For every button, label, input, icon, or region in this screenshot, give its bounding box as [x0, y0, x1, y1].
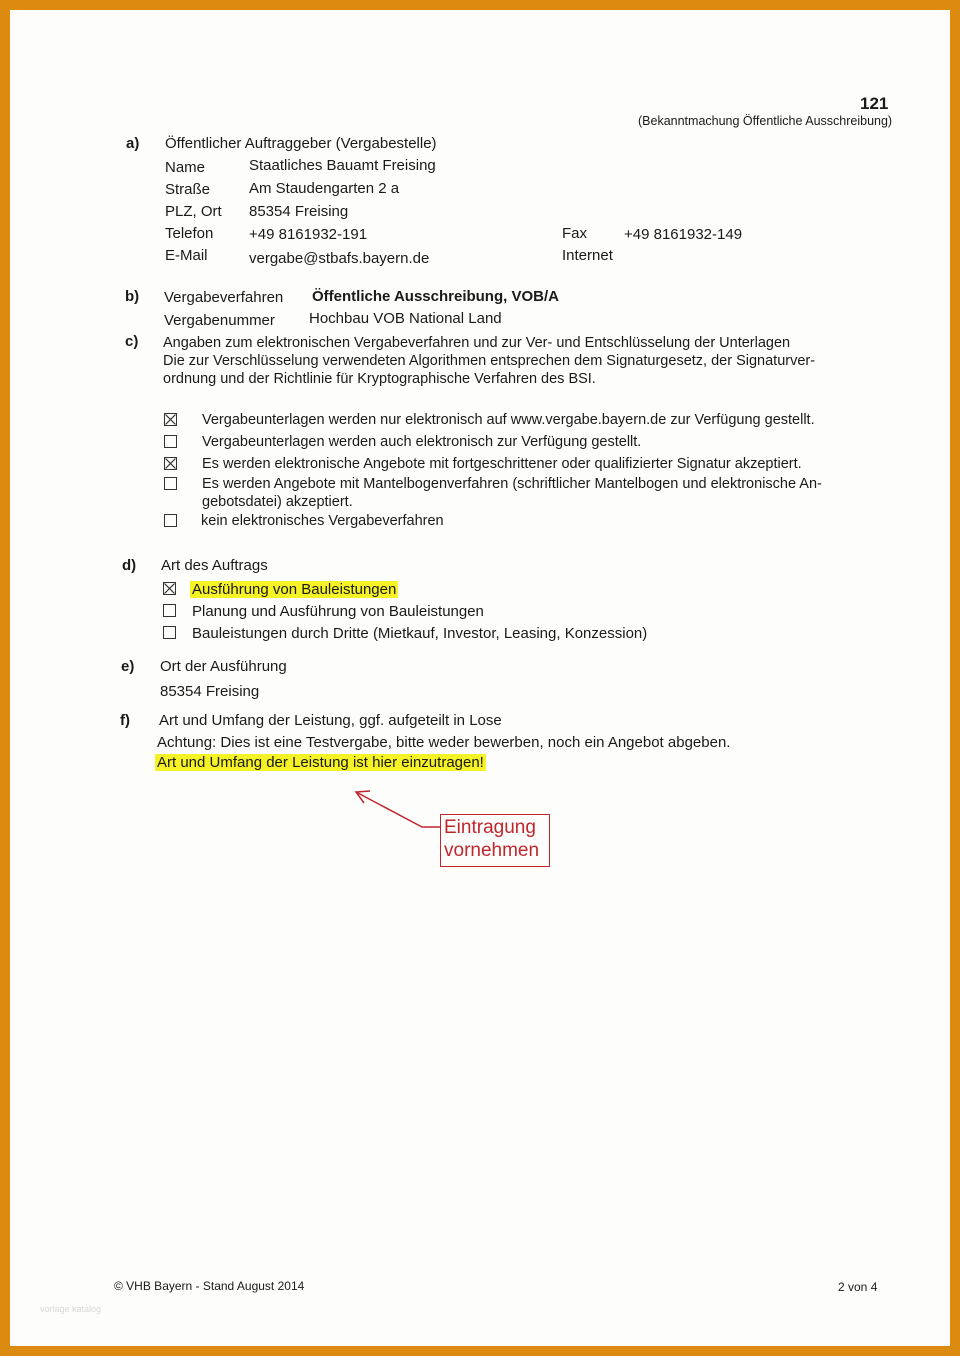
section-f-notice: Achtung: Dies ist eine Testvergabe, bitte weder bewerben, noch ein Angebot abgeben. — [157, 734, 731, 751]
number-label: Vergabenummer — [164, 312, 275, 329]
option-c-4-label: Es werden Angebote mit Mantelbogenverfahren (schriftlicher Mantelbogen und elektronische An- — [202, 476, 822, 492]
header-subtitle: (Bekanntmachung Öffentliche Ausschreibung) — [638, 114, 893, 128]
section-f-highlight — [155, 754, 486, 771]
option-c-3-label: Es werden elektronische Angebote mit fortgeschrittener oder qualifizierter Signatur akzeptiert. — [202, 456, 802, 472]
checkbox-c-1[interactable] — [164, 413, 177, 426]
highlight-marker: Art und Umfang der Leistung ist hier einzutragen! — [157, 754, 484, 771]
document-page — [10, 10, 950, 1346]
highlight-marker: Ausführung von Bauleistungen — [192, 581, 397, 598]
name-value: Staatliches Bauamt Freising — [249, 157, 436, 174]
page-number: 121 — [860, 94, 889, 113]
section-c-line-2: Die zur Verschlüsselung verwendeten Algorithmen entsprechen dem Signaturgesetz, der Signaturver- — [163, 353, 816, 369]
section-d-letter: d) — [122, 557, 137, 574]
option-d-1-label — [190, 581, 398, 598]
option-d-2-label: Planung und Ausführung von Bauleistungen — [192, 603, 484, 620]
option-c-4-label-cont: gebotsdatei) akzeptiert. — [202, 494, 353, 510]
check-cross-icon — [164, 583, 175, 594]
section-f-letter: f) — [120, 712, 130, 729]
phone-value: +49 8161932-191 — [249, 226, 368, 243]
callout-line-1: Eintragung — [444, 817, 536, 838]
section-c-letter: c) — [125, 333, 139, 350]
procedure-label: Vergabeverfahren — [164, 289, 284, 306]
section-b-letter: b) — [125, 288, 140, 305]
option-c-1-label: Vergabeunterlagen werden nur elektronisch auf www.vergabe.bayern.de zur Verfügung gestellt. — [202, 412, 815, 428]
email-value: vergabe@stbafs.bayern.de — [249, 250, 430, 267]
callout-arrow-icon — [350, 782, 445, 832]
section-a-heading: Öffentlicher Auftraggeber (Vergabestelle) — [165, 135, 437, 152]
section-d-heading: Art des Auftrags — [161, 557, 268, 574]
checkbox-d-2[interactable] — [163, 604, 176, 617]
fax-label: Fax — [562, 225, 588, 242]
checkbox-c-2[interactable] — [164, 435, 177, 448]
footer-left: © VHB Bayern - Stand August 2014 — [114, 1279, 305, 1293]
section-f-heading: Art und Umfang der Leistung, ggf. aufgeteilt in Lose — [159, 712, 502, 729]
checkbox-d-1[interactable] — [163, 582, 176, 595]
option-c-2-label: Vergabeunterlagen werden auch elektronisch zur Verfügung gestellt. — [202, 434, 642, 450]
check-cross-icon — [165, 414, 176, 425]
number-value: Hochbau VOB National Land — [309, 310, 502, 327]
check-cross-icon — [165, 458, 176, 469]
checkbox-c-5[interactable] — [164, 514, 177, 527]
watermark: vorlage katalog — [40, 1304, 102, 1314]
fax-value: +49 8161932-149 — [624, 226, 743, 243]
section-e-heading: Ort der Ausführung — [160, 658, 287, 675]
callout-box — [440, 814, 550, 867]
internet-label: Internet — [562, 247, 613, 264]
option-c-5-label: kein elektronisches Vergabeverfahren — [201, 513, 444, 529]
email-label: E-Mail — [165, 247, 208, 264]
street-label: Straße — [165, 181, 211, 198]
footer-right: 2 von 4 — [838, 1280, 878, 1294]
phone-label: Telefon — [165, 225, 214, 242]
name-label: Name — [165, 159, 206, 176]
checkbox-d-3[interactable] — [163, 626, 176, 639]
section-c-line-1: Angaben zum elektronischen Vergabeverfahren und zur Ver- und Entschlüsselung der Unterlagen — [163, 335, 791, 351]
city-value: 85354 Freising — [249, 203, 349, 220]
city-label: PLZ, Ort — [165, 203, 222, 220]
street-value: Am Staudengarten 2 a — [249, 180, 400, 197]
section-e-letter: e) — [121, 658, 135, 675]
callout-line-2: vornehmen — [444, 840, 540, 861]
procedure-value: Öffentliche Ausschreibung, VOB/A — [312, 288, 559, 305]
section-c-line-3: ordnung und der Richtlinie für Kryptographische Verfahren des BSI. — [163, 371, 596, 387]
checkbox-c-3[interactable] — [164, 457, 177, 470]
option-d-3-label: Bauleistungen durch Dritte (Mietkauf, Investor, Leasing, Konzession) — [192, 625, 648, 642]
section-e-value: 85354 Freising — [160, 683, 260, 700]
section-a-letter: a) — [126, 135, 140, 152]
checkbox-c-4[interactable] — [164, 477, 177, 490]
